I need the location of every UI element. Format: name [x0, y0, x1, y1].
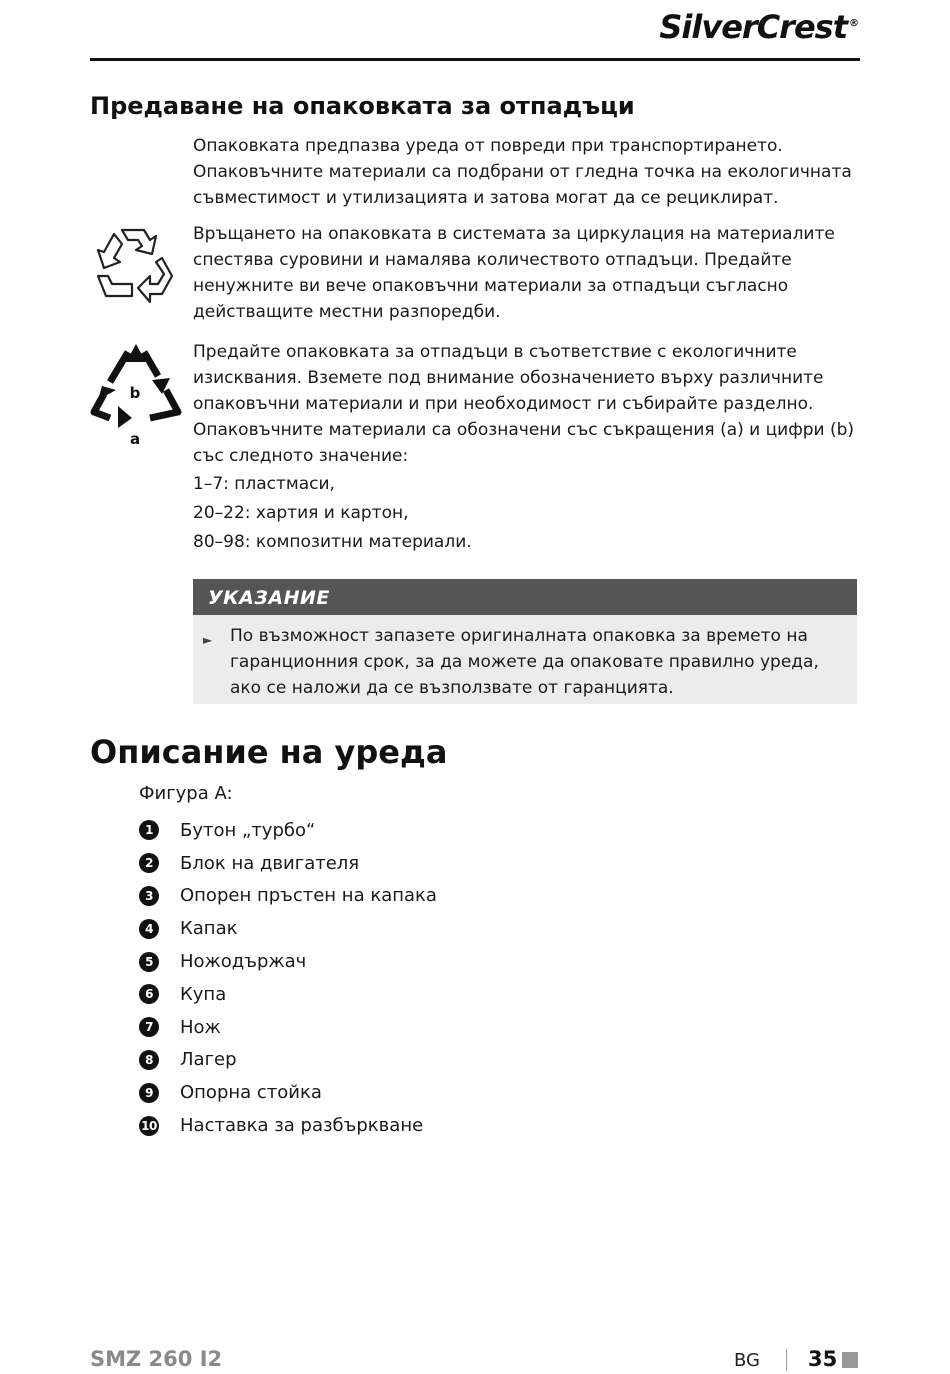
- note-text: По възможност запазете оригиналната опаковка за времето на гаранционния срок, за да можете да опаковате правилно уреда, ако се наложи да се възползвате от гаранцията.: [230, 626, 819, 698]
- number-badge: 3: [139, 886, 159, 906]
- number-badge: 1: [139, 820, 159, 840]
- parts-list: [139, 814, 437, 1142]
- list-item: [139, 1044, 437, 1077]
- figure-label: Фигура A:: [139, 783, 233, 804]
- page-marker-square: [842, 1352, 858, 1368]
- number-badge: 7: [139, 1017, 159, 1037]
- list-item: [139, 1109, 437, 1142]
- list-item: [139, 1076, 437, 1109]
- item-label: Капак: [180, 918, 238, 940]
- page-number: 35: [808, 1347, 838, 1371]
- code-a-label: a: [129, 430, 141, 448]
- list-item: [139, 1011, 437, 1044]
- recycling-code-triangle-icon: [88, 340, 184, 448]
- recycle-icon: [92, 224, 178, 306]
- note-heading: УКАЗАНИЕ: [193, 579, 857, 615]
- item-label: Нож: [180, 1016, 221, 1038]
- item-label: Лагер: [180, 1049, 237, 1071]
- list-item: [139, 847, 437, 880]
- code-paper: 20–22: хартия и картон,: [193, 503, 409, 523]
- number-badge: 8: [139, 1050, 159, 1070]
- item-label: Ножодържач: [180, 951, 307, 973]
- list-item: [139, 945, 437, 978]
- language-code: BG: [734, 1350, 760, 1371]
- list-item: [139, 880, 437, 913]
- number-badge: 9: [139, 1083, 159, 1103]
- list-item: [139, 912, 437, 945]
- item-label: Купа: [180, 983, 227, 1005]
- brand-logo: [659, 8, 858, 46]
- number-badge: 6: [139, 984, 159, 1004]
- code-plastics: 1–7: пластмаси,: [193, 474, 335, 494]
- model-number: SMZ 260 I2: [90, 1347, 223, 1371]
- footer-divider: [786, 1349, 787, 1371]
- number-badge: 10: [139, 1116, 159, 1136]
- packaging-paragraph-3: Предайте опаковката за отпадъци в съответствие с екологичните изисквания. Вземете под внимание обозначението върху различните опаковъчни материали и при необходимост ги събирайте разделно. Опаковъчните материали са обозначени със съкращения (a) и цифри (b) със следното значение:: [193, 342, 855, 466]
- item-label: Опорен пръстен на капака: [180, 885, 437, 907]
- item-label: Бутон „турбо“: [180, 819, 316, 841]
- triangle-right-icon: ►: [203, 633, 213, 647]
- note-box: [193, 579, 857, 704]
- number-badge: 5: [139, 952, 159, 972]
- item-label: Блок на двигателя: [180, 852, 360, 874]
- brand-name: SilverCrest: [659, 8, 847, 46]
- number-badge: 2: [139, 853, 159, 873]
- list-item: [139, 814, 437, 847]
- packaging-paragraph-2: Връщането на опаковката в системата за циркулация на материалите спестява суровини и намалява количеството отпадъци. Предайте ненужните ви вече опаковъчни материали за отпадъци съгласно действащите местни разпоредби.: [193, 224, 835, 322]
- description-title: Описание на уреда: [90, 733, 448, 771]
- item-label: Опорна стойка: [180, 1082, 322, 1104]
- list-item: [139, 978, 437, 1011]
- item-label: Наставка за разбъркване: [180, 1115, 424, 1137]
- packaging-paragraph-1: Опаковката предпазва уреда от повреди при транспортирането. Опаковъчните материали са подбрани от гледна точка на екологичната съвместимост и утилизацията и затова могат да се рециклират.: [193, 136, 852, 208]
- code-b-label: b: [129, 384, 141, 402]
- registered-mark: ®: [849, 18, 858, 30]
- packaging-title: Предаване на опаковката за отпадъци: [90, 92, 635, 120]
- header-rule: [90, 58, 860, 61]
- number-badge: 4: [139, 919, 159, 939]
- code-composites: 80–98: композитни материали.: [193, 532, 472, 552]
